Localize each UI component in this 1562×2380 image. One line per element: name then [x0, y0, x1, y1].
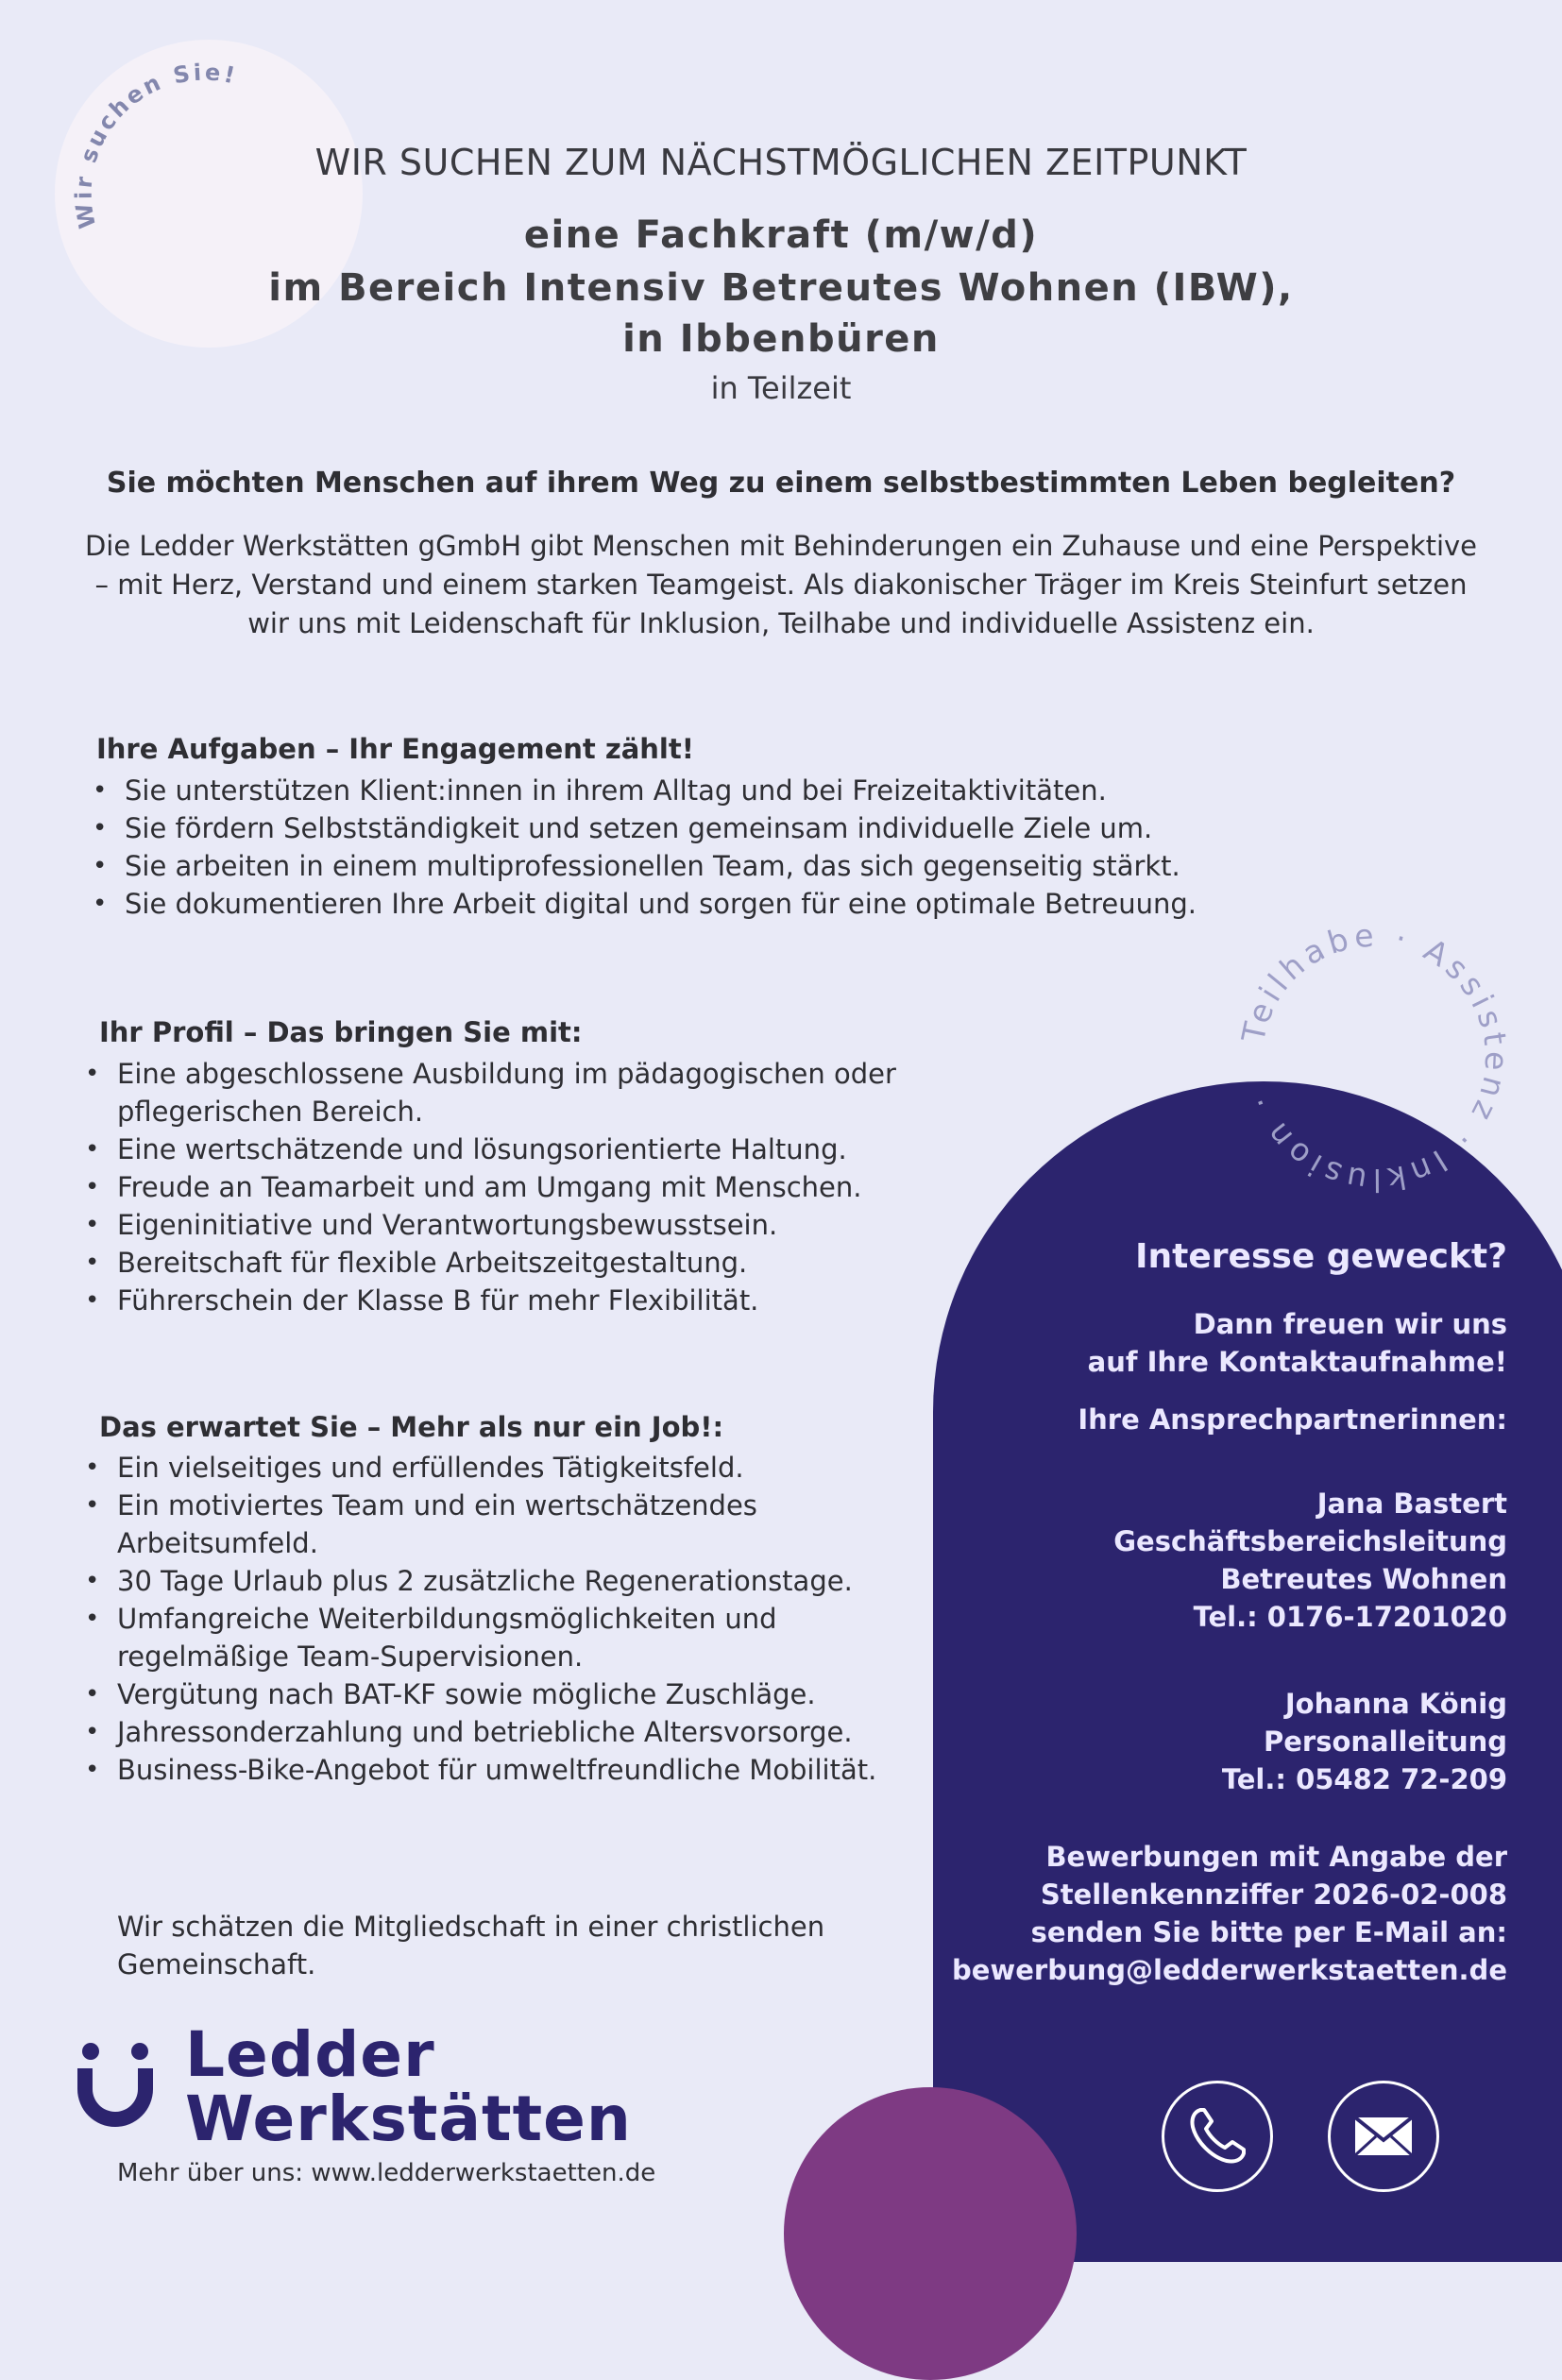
intro-question: Sie möchten Menschen auf ihrem Weg zu einem selbstbestimmten Leben begleiten? [106, 467, 1456, 500]
profile-list [117, 1055, 948, 1319]
list-item: • Umfangreiche Weiterbildungsmöglichkeiten und regelmäßige Team-Supervisionen. [117, 1600, 948, 1675]
list-item: • Freude an Teamarbeit und am Umgang mit Menschen. [117, 1168, 948, 1206]
logo-wordmark [185, 2018, 632, 2155]
contact-role: Personalleitung [1263, 1726, 1507, 1758]
contact-role: Geschäftsbereichsleitung [1113, 1525, 1507, 1557]
application-line: Bewerbungen mit Angabe der [1045, 1841, 1507, 1873]
mail-button[interactable] [1328, 2081, 1439, 2192]
job-title-line2: im Bereich Intensiv Betreutes Wohnen (IBW), [268, 266, 1294, 310]
list-item: • Eine wertschätzende und lösungsorientierte Haltung. [117, 1130, 948, 1168]
job-title-line1: eine Fachkraft (m/w/d) [523, 213, 1039, 257]
panel-heading: Interesse geweckt? [1135, 1237, 1507, 1276]
phone-button[interactable] [1162, 2081, 1273, 2192]
list-item: • Sie arbeiten in einem multiprofessionellen Team, das sich gegenseitig stärkt. [125, 847, 1352, 885]
contact-card-2 [1222, 1685, 1507, 1798]
eyebrow: WIR SUCHEN ZUM NÄCHSTMÖGLICHEN ZEITPUNKT [314, 142, 1248, 183]
email-link[interactable]: bewerbung@ledderwerkstaetten.de [952, 1954, 1507, 1986]
contact-phone[interactable]: Tel.: 05482 72-209 [1221, 1763, 1507, 1795]
list-item: • Sie fördern Selbstständigkeit und setzen gemeinsam individuelle Ziele um. [125, 809, 1352, 847]
contact-role: Betreutes Wohnen [1220, 1563, 1507, 1595]
ring-label: Teilhabe · Assistenz · Inklusion · [1234, 916, 1516, 1199]
contacts-label: Ihre Ansprechpartnerinnen: [1078, 1403, 1507, 1436]
application-info [952, 1838, 1507, 1989]
panel-subtext-line2: auf Ihre Kontaktaufnahme! [1087, 1346, 1507, 1378]
list-item: • Bereitschaft für flexible Arbeitszeitgestaltung. [117, 1244, 948, 1282]
arc-label: Wir suchen Sie! [70, 59, 241, 231]
tasks-heading: Ihre Aufgaben – Ihr Engagement zählt! [96, 733, 694, 765]
offer-heading: Das erwartet Sie – Mehr als nur ein Job!: [99, 1411, 724, 1443]
list-item: • Eine abgeschlossene Ausbildung im pädagogischen oder pflegerischen Bereich. [117, 1055, 948, 1130]
list-item: • Sie unterstützen Klient:innen in ihrem Alltag und bei Freizeitaktivitäten. [125, 772, 1352, 809]
list-item: • Vergütung nach BAT-KF sowie mögliche Zuschläge. [117, 1675, 948, 1713]
application-line: Stellenkennziffer 2026-02-008 [1040, 1878, 1507, 1911]
intro-text: Die Ledder Werkstätten gGmbH gibt Menschen mit Behinderungen ein Zuhause und eine Perspektive – mit Herz, Verstand und einem starken Teamgeist. Als diakonischer Träger im Kreis Steinfurt setzen wir uns mit Leidenschaft für Inklusion, Teilhabe und individuelle Assistenz ein. [84, 530, 1478, 639]
smiley-logo-icon [74, 2040, 157, 2144]
job-subtitle: in Teilzeit [710, 370, 852, 406]
mail-icon [1331, 2083, 1436, 2189]
list-item: • 30 Tage Urlaub plus 2 zusätzliche Regenerationstage. [117, 1562, 948, 1600]
list-item: • Eigeninitiative und Verantwortungsbewusstsein. [117, 1206, 948, 1244]
logo-line2: Werkstätten [185, 2082, 632, 2155]
contact-card-1 [1113, 1485, 1507, 1636]
job-title-line3: in Ibbenbüren [622, 317, 940, 361]
contact-phone[interactable]: Tel.: 0176-17201020 [1193, 1601, 1507, 1633]
offer-list [117, 1449, 948, 1789]
tasks-list [125, 772, 1352, 923]
logo-line1: Ledder [185, 2018, 435, 2091]
list-item: • Ein motiviertes Team und ein wertschätzendes Arbeitsumfeld. [117, 1487, 948, 1562]
decorative-circle-bottom [784, 2087, 1077, 2380]
phone-icon [1164, 2083, 1270, 2189]
list-item: • Führerschein der Klasse B für mehr Flexibilität. [117, 1282, 948, 1319]
panel-subtext-line1: Dann freuen wir uns [1193, 1308, 1507, 1340]
contact-name: Johanna König [1284, 1688, 1507, 1720]
list-item: • Business-Bike-Angebot für umweltfreundliche Mobilität. [117, 1751, 948, 1789]
closing-note: Wir schätzen die Mitgliedschaft in einer christlichen Gemeinschaft. [117, 1911, 825, 1980]
panel-subtext [1088, 1305, 1507, 1381]
list-item: • Ein vielseitiges und erfüllendes Tätigkeitsfeld. [117, 1449, 948, 1487]
list-item: • Jahressonderzahlung und betriebliche Altersvorsorge. [117, 1713, 948, 1751]
values-ring-text [1214, 897, 1535, 1218]
website-link[interactable]: Mehr über uns: www.ledderwerkstaetten.de [117, 2159, 656, 2187]
profile-heading: Ihr Profil – Das bringen Sie mit: [99, 1016, 583, 1048]
list-item: • Sie dokumentieren Ihre Arbeit digital und sorgen für eine optimale Betreuung. [125, 885, 1352, 923]
contact-name: Jana Bastert [1316, 1488, 1507, 1520]
application-line: senden Sie bitte per E-Mail an: [1030, 1916, 1507, 1948]
